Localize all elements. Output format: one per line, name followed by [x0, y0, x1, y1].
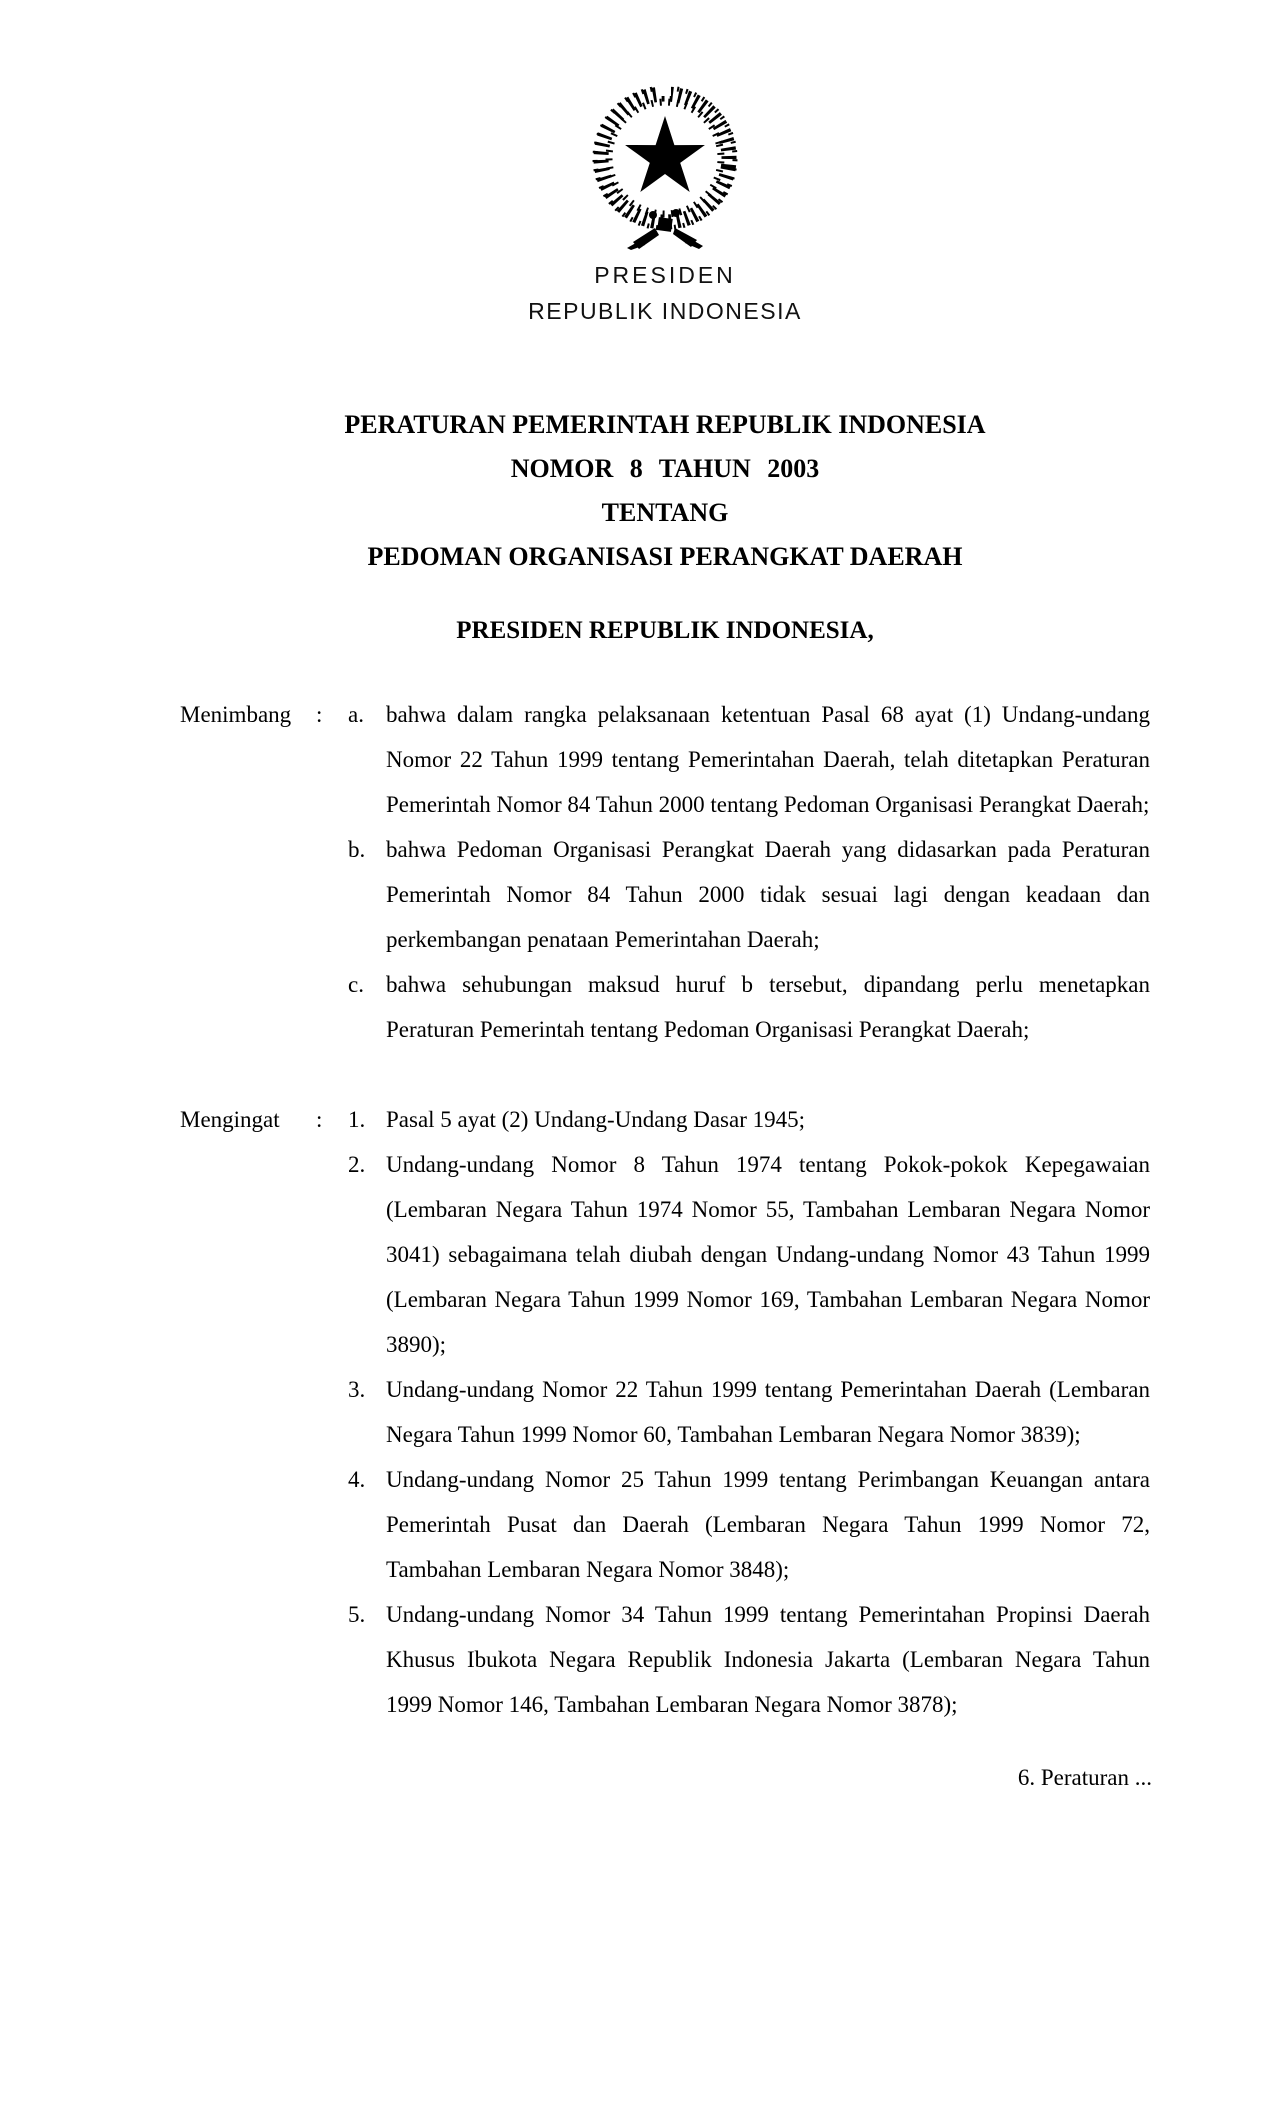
consideration-item	[348, 692, 1150, 827]
consideration-item	[348, 962, 1150, 1052]
tentang-label: TENTANG	[601, 498, 729, 527]
republik-indonesia-label: REPUBLIK INDONESIA	[528, 298, 802, 324]
section-mengingat	[0, 1097, 1276, 1727]
page-continuation-marker: 6. Peraturan ...	[1017, 1765, 1152, 1790]
item-marker: 3.	[348, 1377, 366, 1402]
item-marker: c.	[348, 972, 364, 997]
item-text: bahwa Pedoman Organisasi Perangkat Daerah yang didasarkan pada Peraturan Pemerintah Nomor 84 Tahun 2000 tidak sesuai lagi dengan keadaan dan perkembangan penataan Pemerintahan Daerah;	[386, 837, 1150, 952]
mengingat-items	[348, 1097, 1150, 1727]
section-menimbang	[0, 692, 1276, 1052]
mengingat-label: Mengingat	[180, 1107, 280, 1132]
item-text: Undang-undang Nomor 34 Tahun 1999 tentang Pemerintahan Propinsi Daerah Khusus Ibukota Negara Republik Indonesia Jakarta (Lembaran Negara Tahun 1999 Nomor 146, Tambahan Lembaran Negara Nomor 3878);	[386, 1602, 1150, 1717]
item-marker: 4.	[348, 1467, 366, 1492]
item-text: Undang-undang Nomor 25 Tahun 1999 tentang Perimbangan Keuangan antara Pemerintah Pusat dan Daerah (Lembaran Negara Tahun 1999 Nomor 72, Tambahan Lembaran Negara Nomor 3848);	[386, 1467, 1150, 1582]
item-text: Undang-undang Nomor 8 Tahun 1974 tentang Pokok-pokok Kepegawaian (Lembaran Negara Tahun 1974 Nomor 55, Tambahan Lembaran Negara Nomor 3041) sebagaimana telah diubah dengan Undang-undang Nomor 43 Tahun 1999 (Lembaran Negara Tahun 1999 Nomor 169, Tambahan Lembaran Negara Nomor 3890);	[386, 1152, 1150, 1357]
letterhead	[0, 82, 1276, 325]
menimbang-label: Menimbang	[180, 702, 292, 727]
presidential-seal-icon	[54, 82, 1276, 250]
item-text: bahwa sehubungan maksud huruf b tersebut, dipandang perlu menetapkan Peraturan Pemerintah tentang Pedoman Organisasi Perangkat Daerah;	[386, 972, 1150, 1042]
item-marker: b.	[348, 837, 366, 862]
title-block	[0, 403, 1276, 579]
consideration-item	[348, 827, 1150, 962]
legal-basis-item	[348, 1367, 1150, 1457]
document-body	[0, 692, 1276, 1727]
mengingat-colon: :	[316, 1107, 323, 1132]
regulation-title: PERATURAN PEMERINTAH REPUBLIK INDONESIA	[344, 410, 986, 439]
item-marker: 5.	[348, 1602, 366, 1627]
item-marker: 2.	[348, 1152, 366, 1177]
salutation: PRESIDEN REPUBLIK INDONESIA,	[456, 617, 874, 644]
legal-basis-item	[348, 1097, 1150, 1142]
regulation-number: NOMOR 8 TAHUN 2003	[510, 454, 820, 483]
item-text: Undang-undang Nomor 22 Tahun 1999 tentang Pemerintahan Daerah (Lembaran Negara Tahun 1999 Nomor 60, Tambahan Lembaran Negara Nomor 3839);	[386, 1377, 1150, 1447]
presiden-label: PRESIDEN	[594, 262, 736, 288]
menimbang-items	[348, 692, 1150, 1052]
legal-basis-item	[348, 1457, 1150, 1592]
item-marker: 1.	[348, 1107, 366, 1132]
menimbang-colon: :	[316, 702, 323, 727]
item-text: bahwa dalam rangka pelaksanaan ketentuan Pasal 68 ayat (1) Undang-undang Nomor 22 Tahun 1999 tentang Pemerintahan Daerah, telah ditetapkan Peraturan Pemerintah Nomor 84 Tahun 2000 tentang Pedoman Organisasi Perangkat Daerah;	[386, 702, 1150, 817]
legal-basis-item	[348, 1592, 1150, 1727]
legal-basis-item	[348, 1142, 1150, 1367]
regulation-subject: PEDOMAN ORGANISASI PERANGKAT DAERAH	[367, 542, 963, 571]
item-marker: a.	[348, 702, 364, 727]
item-text: Pasal 5 ayat (2) Undang-Undang Dasar 1945;	[386, 1107, 805, 1132]
